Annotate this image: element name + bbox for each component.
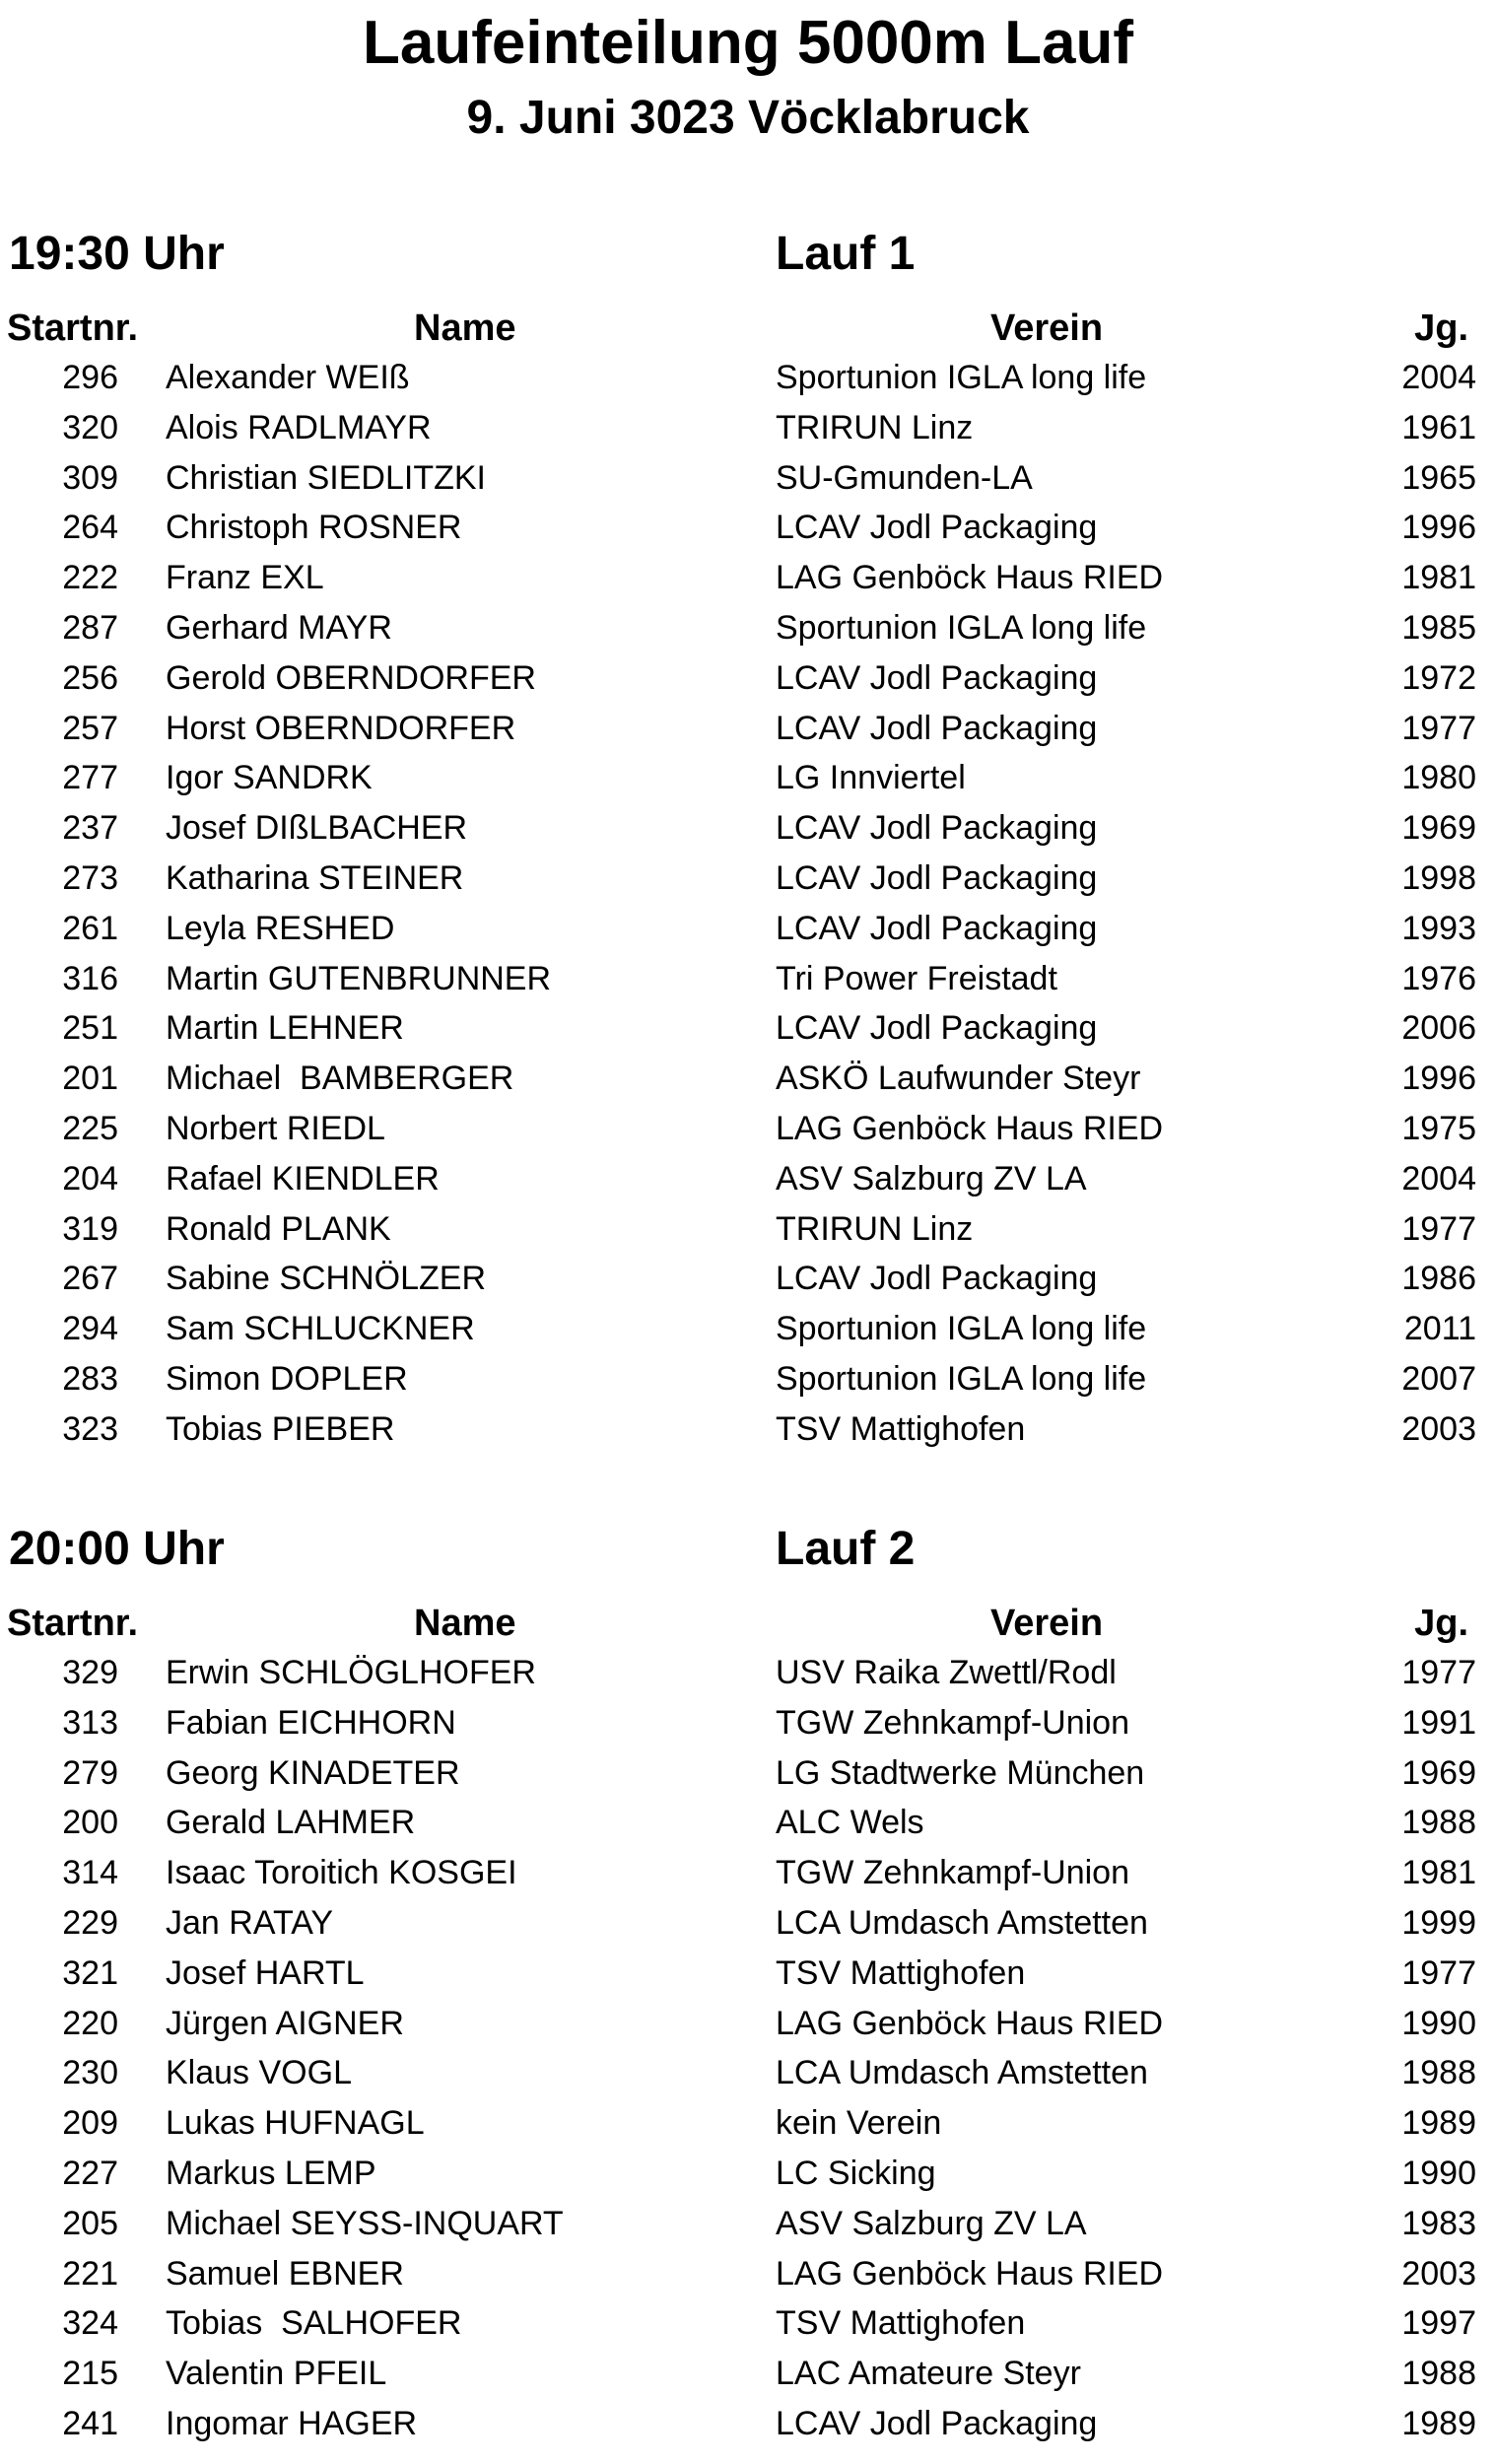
start-number: 230 <box>62 2054 118 2092</box>
birth-year: 1975 <box>1401 1109 1476 1147</box>
start-number: 321 <box>62 1953 118 1992</box>
table-row <box>0 2048 1496 2098</box>
club-name: LCAV Jodl Packaging <box>776 858 1098 897</box>
table-row <box>0 1999 1496 2049</box>
start-number: 220 <box>62 2004 118 2042</box>
birth-year: 1997 <box>1401 2304 1476 2343</box>
table-row <box>0 453 1496 504</box>
start-number: 264 <box>62 509 118 547</box>
table-row <box>0 653 1496 704</box>
column-header-verein: Verein <box>990 308 1104 349</box>
start-number: 324 <box>62 2304 118 2343</box>
birth-year: 1990 <box>1401 2154 1476 2192</box>
club-name: ASKÖ Laufwunder Steyr <box>776 1060 1141 1098</box>
heat-start-time: 20:00 Uhr <box>9 1523 225 1575</box>
table-row <box>0 1949 1496 1999</box>
club-name: LG Innviertel <box>776 759 966 797</box>
table-row <box>0 2199 1496 2249</box>
club-name: TRIRUN Linz <box>776 1209 974 1248</box>
runner-name: Gerald LAHMER <box>166 1804 416 1842</box>
start-number: 229 <box>62 1903 118 1942</box>
club-name: ASV Salzburg ZV LA <box>776 1159 1087 1198</box>
birth-year: 1988 <box>1401 1804 1476 1842</box>
table-row <box>0 1698 1496 1748</box>
club-name: TGW Zehnkampf-Union <box>776 1854 1129 1892</box>
runner-name: Valentin PFEIL <box>166 2355 387 2393</box>
column-header-startnr: Startnr. <box>7 308 139 349</box>
runner-name: Michael BAMBERGER <box>166 1060 514 1098</box>
start-number: 222 <box>62 559 118 597</box>
birth-year: 1981 <box>1401 1854 1476 1892</box>
club-name: Sportunion IGLA long life <box>776 608 1147 647</box>
runner-name: Ronald PLANK <box>166 1209 391 1248</box>
column-header-jg: Jg. <box>1414 1603 1468 1644</box>
table-row <box>0 803 1496 854</box>
birth-year: 1989 <box>1401 2404 1476 2442</box>
start-number: 209 <box>62 2104 118 2143</box>
club-name: TSV Mattighofen <box>776 1953 1026 1992</box>
birth-year: 1986 <box>1401 1260 1476 1298</box>
table-row <box>0 2298 1496 2349</box>
birth-year: 2006 <box>1401 1009 1476 1048</box>
birth-year: 1965 <box>1401 458 1476 497</box>
start-number: 237 <box>62 809 118 848</box>
table-row <box>0 704 1496 754</box>
runner-name: Alois RADLMAYR <box>166 408 432 446</box>
start-number: 251 <box>62 1009 118 1048</box>
start-number: 279 <box>62 1753 118 1792</box>
runner-name: Georg KINADETER <box>166 1753 460 1792</box>
birth-year: 1996 <box>1401 1060 1476 1098</box>
club-name: TSV Mattighofen <box>776 2304 1026 2343</box>
club-name: LCAV Jodl Packaging <box>776 2404 1098 2442</box>
start-number: 273 <box>62 858 118 897</box>
birth-year: 1977 <box>1401 1209 1476 1248</box>
runner-name: Christoph ROSNER <box>166 509 462 547</box>
start-number: 316 <box>62 959 118 997</box>
runner-name: Tobias SALHOFER <box>166 2304 462 2343</box>
birth-year: 2003 <box>1401 2254 1476 2293</box>
runner-name: Igor SANDRK <box>166 759 373 797</box>
runner-name: Rafael KIENDLER <box>166 1159 440 1198</box>
start-number: 205 <box>62 2204 118 2242</box>
start-number: 215 <box>62 2355 118 2393</box>
runner-name: Josef DIßLBACHER <box>166 809 468 848</box>
birth-year: 1991 <box>1401 1703 1476 1742</box>
club-name: LCAV Jodl Packaging <box>776 1260 1098 1298</box>
heat-label: Lauf 1 <box>776 228 916 280</box>
table-row <box>0 1254 1496 1304</box>
birth-year: 1989 <box>1401 2104 1476 2143</box>
birth-year: 2004 <box>1401 1159 1476 1198</box>
runner-name: Lukas HUFNAGL <box>166 2104 425 2143</box>
birth-year: 1977 <box>1401 1654 1476 1691</box>
runner-name: Alexander WEIß <box>166 359 410 396</box>
club-name: TRIRUN Linz <box>776 408 974 446</box>
table-row <box>0 353 1496 403</box>
table-row <box>0 403 1496 453</box>
start-number: 294 <box>62 1310 118 1348</box>
birth-year: 1996 <box>1401 509 1476 547</box>
club-name: LCAV Jodl Packaging <box>776 909 1098 947</box>
column-header-verein: Verein <box>990 1603 1104 1644</box>
club-name: USV Raika Zwettl/Rodl <box>776 1654 1117 1691</box>
birth-year: 2007 <box>1401 1359 1476 1398</box>
birth-year: 1983 <box>1401 2204 1476 2242</box>
table-row <box>0 954 1496 1004</box>
birth-year: 1998 <box>1401 858 1476 897</box>
table-row <box>0 1054 1496 1104</box>
start-number: 257 <box>62 709 118 747</box>
start-number: 319 <box>62 1209 118 1248</box>
club-name: LCAV Jodl Packaging <box>776 509 1098 547</box>
birth-year: 1961 <box>1401 408 1476 446</box>
runner-name: Gerhard MAYR <box>166 608 392 647</box>
birth-year: 2004 <box>1401 359 1476 396</box>
runner-name: Horst OBERNDORFER <box>166 709 516 747</box>
birth-year: 1977 <box>1401 1953 1476 1992</box>
club-name: LCAV Jodl Packaging <box>776 1009 1098 1048</box>
table-row <box>0 503 1496 553</box>
runner-name: Jan RATAY <box>166 1903 334 1942</box>
start-number: 225 <box>62 1109 118 1147</box>
club-name: LCA Umdasch Amstetten <box>776 1903 1148 1942</box>
runner-name: Josef HARTL <box>166 1953 365 1992</box>
start-number: 200 <box>62 1804 118 1842</box>
club-name: ALC Wels <box>776 1804 924 1842</box>
start-number: 287 <box>62 608 118 647</box>
table-row <box>0 1104 1496 1154</box>
birth-year: 2011 <box>1403 1310 1476 1348</box>
runner-name: Tobias PIEBER <box>166 1409 395 1448</box>
start-number: 283 <box>62 1359 118 1398</box>
runner-name: Simon DOPLER <box>166 1359 408 1398</box>
runner-name: Gerold OBERNDORFER <box>166 658 536 697</box>
heat-header <box>0 1520 1496 1599</box>
table-row <box>0 603 1496 653</box>
heat-header <box>0 225 1496 304</box>
runner-name: Katharina STEINER <box>166 858 464 897</box>
club-name: LAC Amateure Steyr <box>776 2355 1081 2393</box>
club-name: SU-Gmunden-LA <box>776 458 1033 497</box>
club-name: LAG Genböck Haus RIED <box>776 1109 1164 1147</box>
birth-year: 1969 <box>1401 809 1476 848</box>
start-number: 320 <box>62 408 118 446</box>
table-row <box>0 1898 1496 1949</box>
start-number: 241 <box>62 2404 118 2442</box>
start-number: 201 <box>62 1060 118 1098</box>
birth-year: 1988 <box>1401 2355 1476 2393</box>
club-name: Tri Power Freistadt <box>776 959 1057 997</box>
runner-name: Jürgen AIGNER <box>166 2004 404 2042</box>
runner-name: Fabian EICHHORN <box>166 1703 456 1742</box>
runner-name: Norbert RIEDL <box>166 1109 385 1147</box>
club-name: LAG Genböck Haus RIED <box>776 2254 1164 2293</box>
birth-year: 1993 <box>1401 909 1476 947</box>
birth-year: 1972 <box>1401 658 1476 697</box>
table-row <box>0 854 1496 904</box>
club-name: LAG Genböck Haus RIED <box>776 2004 1164 2042</box>
club-name: LAG Genböck Haus RIED <box>776 559 1164 597</box>
runner-name: Ingomar HAGER <box>166 2404 418 2442</box>
start-number: 313 <box>62 1703 118 1742</box>
club-name: LCAV Jodl Packaging <box>776 809 1098 848</box>
heat-section-1 <box>0 225 1496 1455</box>
runner-name: Martin LEHNER <box>166 1009 404 1048</box>
birth-year: 1977 <box>1401 709 1476 747</box>
runner-name: Erwin SCHLÖGLHOFER <box>166 1654 536 1691</box>
runner-name: Markus LEMP <box>166 2154 376 2192</box>
runner-name: Leyla RESHED <box>166 909 395 947</box>
heat-label: Lauf 2 <box>776 1523 916 1575</box>
column-header-name: Name <box>414 1603 516 1644</box>
start-number: 267 <box>62 1260 118 1298</box>
birth-year: 1985 <box>1401 608 1476 647</box>
birth-year: 1990 <box>1401 2004 1476 2042</box>
club-name: TGW Zehnkampf-Union <box>776 1703 1129 1742</box>
start-number: 261 <box>62 909 118 947</box>
start-number: 227 <box>62 2154 118 2192</box>
runner-name: Samuel EBNER <box>166 2254 404 2293</box>
club-name: Sportunion IGLA long life <box>776 1359 1147 1398</box>
table-row <box>0 2349 1496 2399</box>
table-row <box>0 1748 1496 1799</box>
table-row <box>0 1003 1496 1054</box>
runner-name: Franz EXL <box>166 559 324 597</box>
table-row <box>0 904 1496 954</box>
table-row <box>0 1304 1496 1354</box>
table-row <box>0 1354 1496 1404</box>
table-row <box>0 2098 1496 2149</box>
runner-name: Isaac Toroitich KOSGEI <box>166 1854 517 1892</box>
runner-name: Sabine SCHNÖLZER <box>166 1260 487 1298</box>
runner-name: Michael SEYSS-INQUART <box>166 2204 564 2242</box>
column-header-name: Name <box>414 308 516 349</box>
table-row <box>0 1648 1496 1698</box>
club-name: TSV Mattighofen <box>776 1409 1026 1448</box>
runner-name: Klaus VOGL <box>166 2054 352 2092</box>
club-name: LCAV Jodl Packaging <box>776 658 1098 697</box>
heat-start-time: 19:30 Uhr <box>9 228 225 280</box>
table-row <box>0 1404 1496 1455</box>
table-row <box>0 1798 1496 1848</box>
start-number: 314 <box>62 1854 118 1892</box>
runner-name: Sam SCHLUCKNER <box>166 1310 475 1348</box>
club-name: LCA Umdasch Amstetten <box>776 2054 1148 2092</box>
start-number: 309 <box>62 458 118 497</box>
table-row <box>0 2399 1496 2449</box>
start-number: 256 <box>62 658 118 697</box>
birth-year: 2003 <box>1401 1409 1476 1448</box>
birth-year: 1969 <box>1401 1753 1476 1792</box>
birth-year: 1981 <box>1401 559 1476 597</box>
heat-section-2 <box>0 1520 1496 2449</box>
club-name: ASV Salzburg ZV LA <box>776 2204 1087 2242</box>
table-row <box>0 2249 1496 2299</box>
club-name: LCAV Jodl Packaging <box>776 709 1098 747</box>
page-subtitle: 9. Juni 3023 Vöcklabruck <box>466 92 1030 144</box>
column-headers <box>0 1599 1496 1648</box>
birth-year: 1988 <box>1401 2054 1476 2092</box>
club-name: Sportunion IGLA long life <box>776 1310 1147 1348</box>
start-number: 221 <box>62 2254 118 2293</box>
club-name: LG Stadtwerke München <box>776 1753 1145 1792</box>
club-name: kein Verein <box>776 2104 942 2143</box>
birth-year: 1980 <box>1401 759 1476 797</box>
table-row <box>0 1154 1496 1204</box>
start-number: 204 <box>62 1159 118 1198</box>
table-row <box>0 753 1496 803</box>
page-title: Laufeinteilung 5000m Lauf <box>362 9 1134 77</box>
column-header-jg: Jg. <box>1414 308 1468 349</box>
table-row <box>0 553 1496 603</box>
club-name: Sportunion IGLA long life <box>776 359 1147 396</box>
runner-name: Christian SIEDLITZKI <box>166 458 486 497</box>
start-number: 296 <box>62 359 118 396</box>
table-row <box>0 2149 1496 2199</box>
table-row <box>0 1848 1496 1898</box>
start-number: 323 <box>62 1409 118 1448</box>
birth-year: 1999 <box>1401 1903 1476 1942</box>
table-row <box>0 1204 1496 1255</box>
start-number: 329 <box>62 1654 118 1691</box>
start-number: 277 <box>62 759 118 797</box>
runner-name: Martin GUTENBRUNNER <box>166 959 552 997</box>
column-headers <box>0 304 1496 353</box>
birth-year: 1976 <box>1401 959 1476 997</box>
column-header-startnr: Startnr. <box>7 1603 139 1644</box>
club-name: LC Sicking <box>776 2154 936 2192</box>
